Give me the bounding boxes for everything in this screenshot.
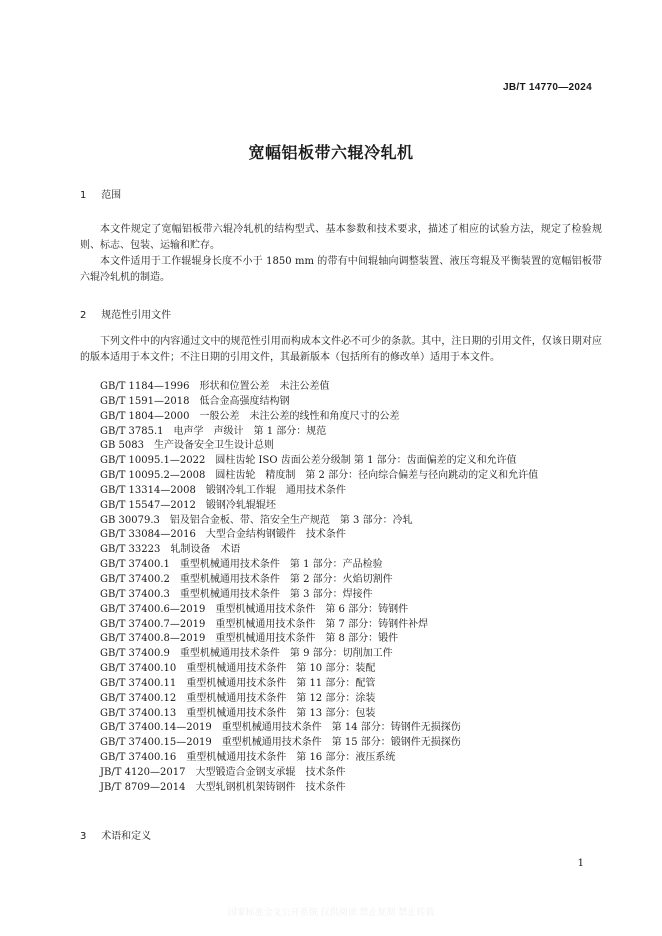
reference-item: GB/T 33223 轧制设备 术语 (100, 544, 241, 556)
reference-item: GB/T 37400.10 重型机械通用技术条件 第 10 部分：装配 (100, 663, 376, 675)
document-title: 宽幅铝板带六辊冷轧机 (248, 143, 414, 162)
section-title: 规范性引用文件 (101, 310, 172, 321)
reference-item: GB/T 1184—1996 形状和位置公差 未注公差值 (100, 381, 330, 392)
reference-item: GB 30079.3 铝及铝合金板、带、箔安全生产规范 第 3 部分：冷轧 (100, 514, 413, 526)
reference-item: GB/T 37400.6—2019 重型机械通用技术条件 第 6 部分：铸钢件 (100, 603, 409, 615)
reference-item: GB/T 37400.12 重型机械通用技术条件 第 12 部分：涂装 (100, 692, 376, 704)
reference-item: JB/T 8709—2014 大型轧钢机机架铸钢件 技术条件 (100, 781, 346, 793)
reference-item: GB/T 37400.7—2019 重型机械通用技术条件 第 7 部分：铸钢件补焊 (100, 618, 429, 630)
section-number: 3 (80, 831, 87, 842)
references-intro: 下列文件中的内容通过文中的规范性引用而构成本文件必不可少的条款。其中，注日期的引用文件，仅该日期对应的版本适用于本文件；不注日期的引用文件，其最新版本（包括所有的修改单）适用于本文件。 (80, 336, 602, 363)
standard-number: JB/T 14770—2024 (502, 82, 592, 93)
reference-item: GB/T 10095.2—2008 圆柱齿轮 精度制 第 2 部分：径向综合偏差与径向跳动的定义和允许值 (100, 470, 539, 482)
scope-paragraph-2: 本文件适用于工作辊辊身长度不小于 1850 mm 的带有中间辊轴向调整装置、液压弯辊及平衡装置的宽幅铝板带六辊冷轧机的制造。 (80, 256, 602, 283)
reference-item: GB/T 37400.8—2019 重型机械通用技术条件 第 8 部分：锻件 (100, 633, 399, 645)
reference-item: GB/T 37400.16 重型机械通用技术条件 第 16 部分：液压系统 (100, 752, 396, 764)
reference-item: GB/T 10095.1—2022 圆柱齿轮 ISO 齿面公差分级制 第 1 部分：齿面偏差的定义和允许值 (100, 455, 517, 467)
section-2-heading (80, 306, 171, 321)
reference-item: GB/T 1591—2018 低合金高强度结构钢 (100, 395, 290, 407)
scope-paragraph-1: 本文件规定了宽幅铝板带六辊冷轧机的结构型式、基本参数和技术要求，描述了相应的试验方法，规定了检验规则、标志、包装、运输和贮存。 (80, 224, 602, 251)
reference-item: GB/T 37400.9 重型机械通用技术条件 第 9 部分：切削加工件 (100, 648, 393, 660)
reference-item: GB/T 37400.3 重型机械通用技术条件 第 3 部分：焊接件 (100, 588, 373, 600)
reference-item: GB/T 33084—2016 大型合金结构钢锻件 技术条件 (100, 529, 346, 541)
reference-item: GB/T 15547—2012 锻钢冷轧辊辊坯 (100, 499, 276, 511)
reference-list (100, 380, 538, 796)
section-title: 范围 (101, 190, 122, 201)
reference-item: JB/T 4120—2017 大型锻造合金钢支承辊 技术条件 (100, 766, 346, 778)
reference-item: GB/T 1804—2000 一般公差 未注公差的线性和角度尺寸的公差 (100, 410, 400, 422)
reference-item: GB/T 37400.14—2019 重型机械通用技术条件 第 14 部分：铸钢件无损探伤 (100, 722, 461, 734)
reference-item: GB/T 13314—2008 锻钢冷轧工作辊 通用技术条件 (100, 484, 346, 496)
reference-item: GB/T 37400.1 重型机械通用技术条件 第 1 部分：产品检验 (100, 559, 383, 571)
section-title: 术语和定义 (101, 831, 152, 842)
section-3-heading (80, 827, 151, 842)
reference-item: GB/T 37400.2 重型机械通用技术条件 第 2 部分：火焰切割件 (100, 573, 393, 585)
reference-item: GB/T 37400.15—2019 重型机械通用技术条件 第 15 部分：锻钢件无损探伤 (100, 737, 461, 749)
reference-item: GB/T 37400.11 重型机械通用技术条件 第 11 部分：配管 (100, 677, 376, 689)
page-number: 1 (577, 858, 584, 869)
section-1-heading (80, 186, 121, 201)
section-number: 1 (80, 190, 87, 201)
section-number: 2 (80, 310, 87, 321)
watermark: 国家标准全文公开系统 仅供阅读 禁止复制 禁止转载 (227, 908, 435, 918)
reference-item: GB 5083 生产设备安全卫生设计总则 (100, 440, 274, 452)
reference-item: GB/T 37400.13 重型机械通用技术条件 第 13 部分：包装 (100, 707, 376, 719)
reference-item: GB/T 3785.1 电声学 声级计 第 1 部分：规范 (100, 425, 327, 437)
